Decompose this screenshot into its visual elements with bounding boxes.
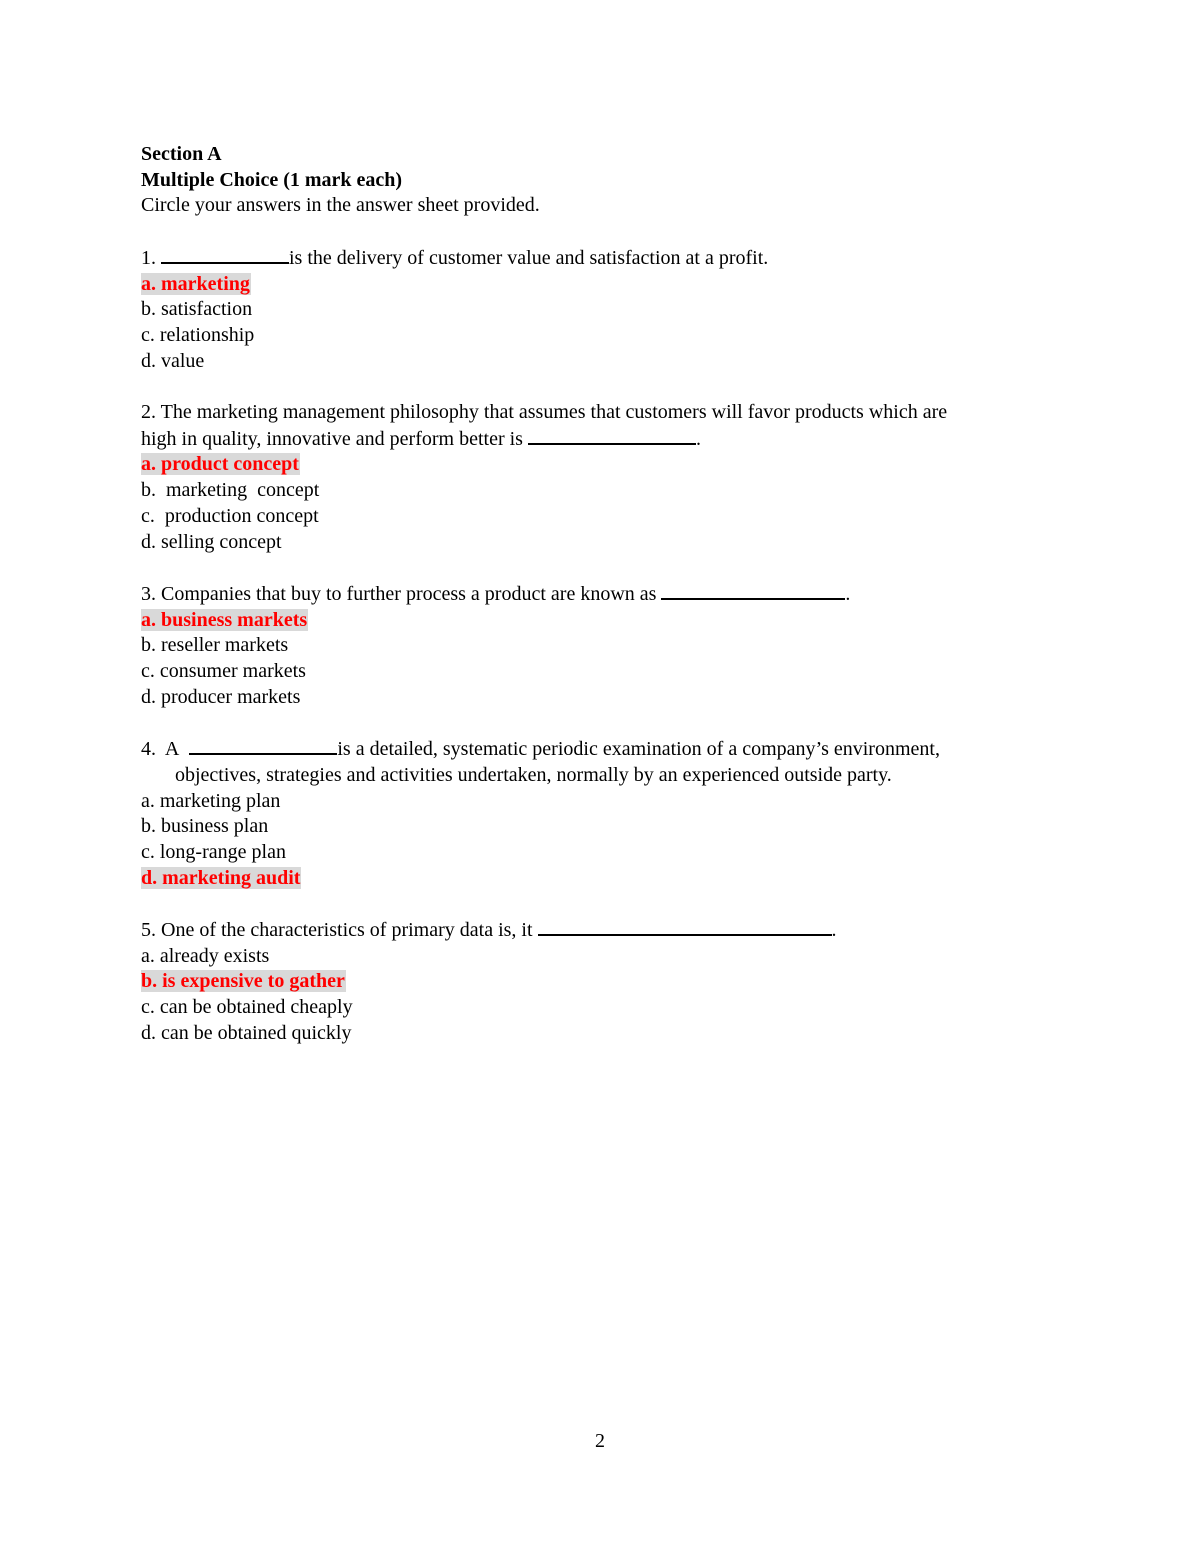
question-5 — [141, 917, 1053, 1047]
option-correct: a. marketing — [141, 272, 250, 295]
spacer — [141, 219, 1053, 245]
option: c. consumer markets — [141, 660, 306, 683]
option: d. selling concept — [141, 530, 282, 553]
question-text: Companies that buy to further process a product are known as — [161, 582, 657, 605]
question-stem-continued — [141, 426, 1053, 453]
question-text: high in quality, innovative and perform better is — [141, 427, 523, 450]
question-text: is a detailed, systematic periodic examination of a company’s environment, — [337, 738, 940, 761]
question-stem — [141, 245, 1053, 272]
question-stem — [141, 581, 1053, 608]
section-subtitle: Multiple Choice (1 mark each) — [141, 168, 403, 191]
question-number: 2. — [141, 401, 156, 423]
answer-blank — [538, 917, 832, 936]
option: c. production concept — [141, 504, 319, 527]
question-text-end: . — [845, 582, 851, 605]
question-4 — [141, 736, 1053, 891]
exam-section — [141, 142, 1053, 1072]
option: b. marketing concept — [141, 479, 320, 502]
question-stem — [141, 917, 1053, 944]
question-number: 1. — [141, 246, 156, 269]
answer-blank — [528, 426, 696, 445]
question-text: The marketing management philosophy that assumes that customers will favor products which are — [160, 401, 948, 423]
question-stem — [141, 736, 1053, 788]
section-instruction: Circle your answers in the answer sheet provided. — [141, 194, 540, 217]
option: b. satisfaction — [141, 298, 253, 321]
option-correct: b. is expensive to gather — [141, 970, 345, 993]
question-text: is the delivery of customer value and satisfaction at a profit. — [289, 246, 769, 269]
question-number: 4. — [141, 738, 156, 761]
section-title: Section A — [141, 143, 222, 165]
question-text-end: . — [695, 427, 701, 450]
question-text-end: . — [831, 919, 837, 942]
option: c. can be obtained cheaply — [141, 996, 353, 1019]
question-stem-continued: objectives, strategies and activities undertaken, normally by an experienced outside party. — [175, 763, 892, 786]
answer-blank — [189, 736, 337, 755]
option: a. already exists — [141, 944, 270, 967]
option: b. business plan — [141, 815, 269, 838]
question-3 — [141, 581, 1053, 711]
question-text: One of the characteristics of primary data is, it — [161, 919, 533, 942]
question-text: A — [164, 738, 180, 761]
option-correct: d. marketing audit — [141, 866, 301, 889]
option-correct: a. product concept — [141, 453, 299, 476]
page-number: 2 — [595, 1430, 605, 1452]
option: c. relationship — [141, 323, 255, 346]
question-1 — [141, 245, 1053, 375]
answer-blank — [161, 245, 289, 264]
answer-blank — [661, 581, 845, 600]
question-number: 5. — [141, 919, 156, 942]
question-stem — [141, 400, 1053, 426]
option: d. can be obtained quickly — [141, 1021, 352, 1044]
option: d. producer markets — [141, 685, 301, 708]
option: b. reseller markets — [141, 634, 289, 657]
option: a. marketing plan — [141, 789, 281, 812]
question-number: 3. — [141, 582, 156, 605]
question-2 — [141, 400, 1053, 555]
option-correct: a. business markets — [141, 608, 308, 631]
option: c. long-range plan — [141, 840, 286, 863]
option: d. value — [141, 349, 205, 372]
